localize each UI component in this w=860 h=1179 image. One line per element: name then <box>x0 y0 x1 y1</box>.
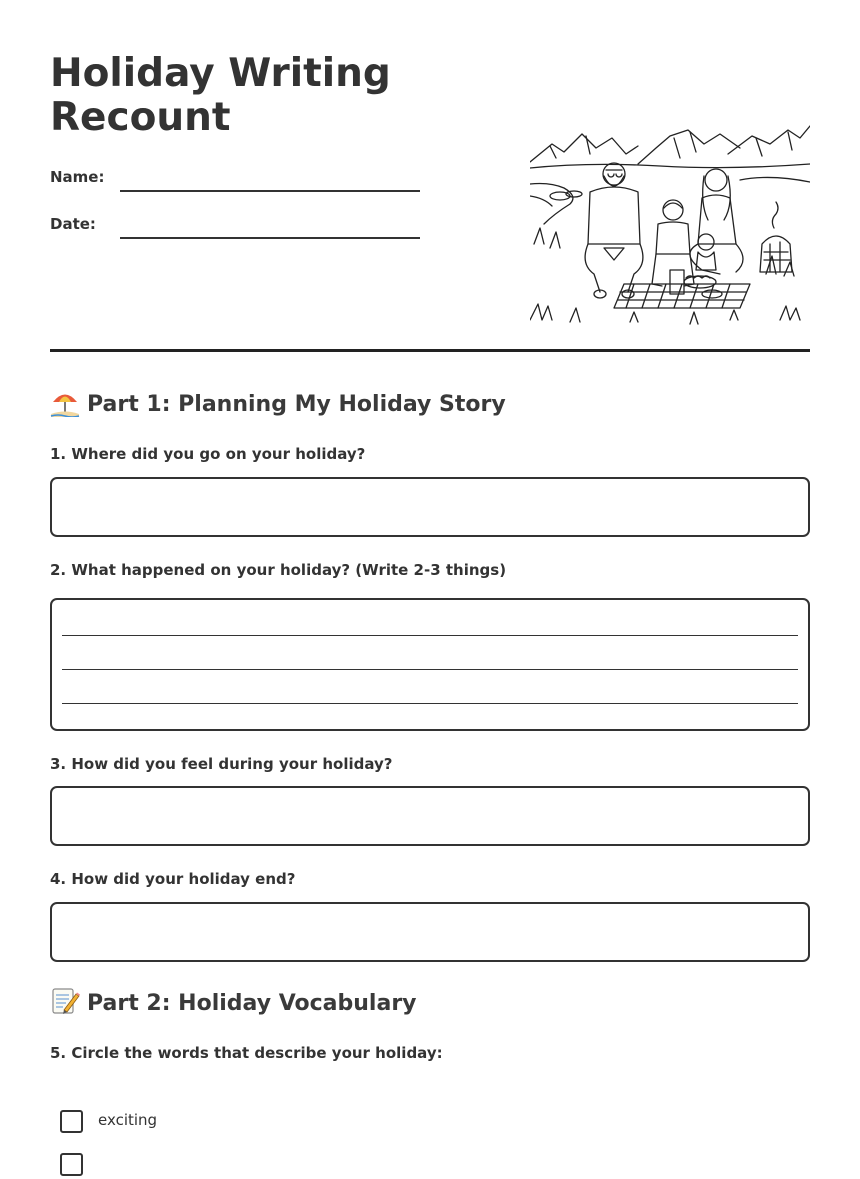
question-3: 3. How did you feel during your holiday? <box>50 755 393 773</box>
header-divider <box>50 349 810 352</box>
question-4: 4. How did your holiday end? <box>50 870 296 888</box>
writing-line <box>62 669 798 670</box>
family-picnic-illustration <box>530 124 810 326</box>
question-5: 5. Circle the words that describe your holiday: <box>50 1044 443 1062</box>
question-1: 1. Where did you go on your holiday? <box>50 445 366 463</box>
answer-box-2[interactable] <box>50 598 810 731</box>
name-label: Name: <box>50 168 105 186</box>
name-input-line[interactable] <box>120 190 420 192</box>
date-field-row <box>50 209 420 239</box>
writing-line <box>62 635 798 636</box>
vocab-item-next[interactable] <box>60 1153 360 1179</box>
worksheet-title: Holiday Writing Recount <box>50 51 391 140</box>
part2-heading <box>50 986 417 1019</box>
memo-pencil-icon <box>50 986 80 1016</box>
part1-title: Part 1: Planning My Holiday Story <box>87 392 506 417</box>
answer-box-3[interactable] <box>50 786 810 846</box>
part1-heading <box>50 387 506 420</box>
date-label: Date: <box>50 215 96 233</box>
part2-title: Part 2: Holiday Vocabulary <box>87 991 417 1016</box>
answer-box-1[interactable] <box>50 477 810 537</box>
vocab-label: exciting <box>98 1111 158 1129</box>
date-input-line[interactable] <box>120 237 420 239</box>
vocab-checkbox[interactable] <box>60 1110 83 1133</box>
beach-umbrella-icon <box>50 387 80 417</box>
vocab-item-exciting[interactable] <box>60 1110 360 1136</box>
writing-line <box>62 703 798 704</box>
answer-box-4[interactable] <box>50 902 810 962</box>
question-2: 2. What happened on your holiday? (Write 2-3 things) <box>50 561 507 579</box>
vocab-checkbox[interactable] <box>60 1153 83 1176</box>
name-field-row <box>50 162 420 192</box>
